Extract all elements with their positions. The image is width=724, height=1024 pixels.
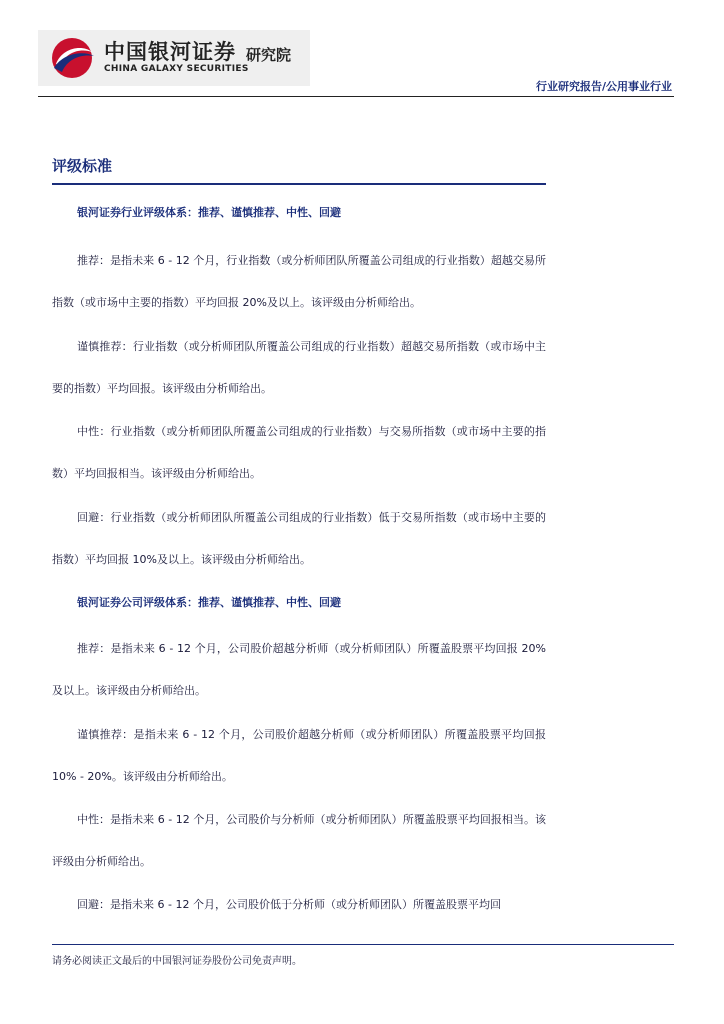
industry-rating-heading: 银河证券行业评级体系：推荐、谨慎推荐、中性、回避 [77,206,341,219]
footer-divider [52,944,674,945]
industry-rating-avoid: 回避：行业指数（或分析师团队所覆盖公司组成的行业指数）低于交易所指数（或市场中主要的指数）平均回报 10%及以上。该评级由分析师给出。 [52,511,546,566]
company-name-en: CHINA GALAXY SECURITIES [104,64,249,74]
footer-disclaimer: 请务必阅读正文最后的中国银河证券股份公司免责声明。 [52,956,302,967]
company-rating-avoid: 回避：是指未来 6 - 12 个月，公司股价低于分析师（或分析师团队）所覆盖股票平均回 [77,898,501,911]
company-logo [38,30,310,86]
galaxy-logo-icon [48,34,96,82]
industry-rating-cautious: 谨慎推荐：行业指数（或分析师团队所覆盖公司组成的行业指数）超越交易所指数（或市场中主要的指数）平均回报。该评级由分析师给出。 [52,340,546,395]
report-type: 行业研究报告/公用事业行业 [535,80,672,93]
company-rating-recommend: 推荐：是指未来 6 - 12 个月，公司股价超越分析师（或分析师团队）所覆盖股票平均回报 20%及以上。该评级由分析师给出。 [52,642,546,697]
section-divider [52,183,546,185]
company-name-cn: 中国银河证券 [104,40,236,64]
section-title: 评级标准 [52,157,113,175]
institute-label: 研究院 [246,46,292,64]
company-rating-cautious: 谨慎推荐：是指未来 6 - 12 个月，公司股价超越分析师（或分析师团队）所覆盖股票平均回报 10% - 20%。该评级由分析师给出。 [52,728,546,783]
company-rating-neutral: 中性：是指未来 6 - 12 个月，公司股价与分析师（或分析师团队）所覆盖股票平均回报相当。该评级由分析师给出。 [52,813,546,868]
industry-rating-recommend: 推荐：是指未来 6 - 12 个月，行业指数（或分析师团队所覆盖公司组成的行业指数）超越交易所指数（或市场中主要的指数）平均回报 20%及以上。该评级由分析师给出。 [52,254,546,309]
company-rating-heading: 银河证券公司评级体系：推荐、谨慎推荐、中性、回避 [77,596,341,609]
header-divider [38,96,674,97]
industry-rating-neutral: 中性：行业指数（或分析师团队所覆盖公司组成的行业指数）与交易所指数（或市场中主要的指数）平均回报相当。该评级由分析师给出。 [52,425,546,480]
